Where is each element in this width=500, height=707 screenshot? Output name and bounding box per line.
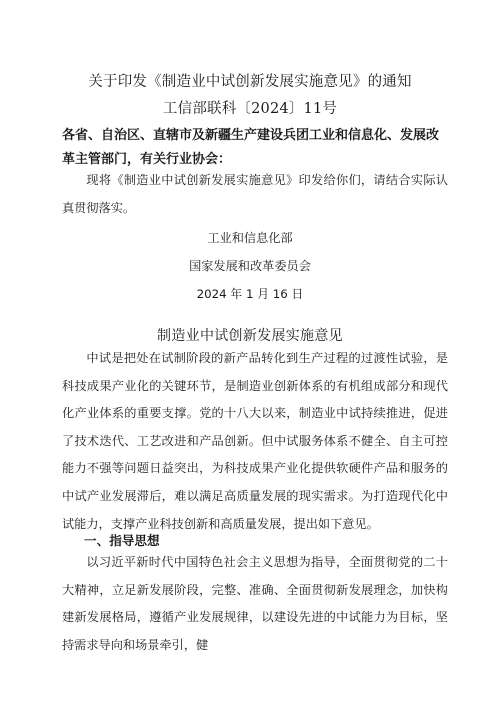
issuer-ndrc: 国家发展和改革委员会 bbox=[189, 259, 311, 273]
section-body-guiding-ideology: 以习近平新时代中国特色社会主义思想为指导，全面贯彻党的二十大精神，立足新发展阶段，完整、准确、全面贯彻新发展理念，加快构建新发展格局，遵循产业发展规律，以建设先进的中试能力为目标，坚持需求导向和场景牵引，健 bbox=[62, 555, 448, 652]
opinions-title: 制造业中试创新发展实施意见 bbox=[157, 328, 343, 344]
notice-title: 关于印发《制造业中试创新发展实施意见》的通知 bbox=[88, 74, 412, 90]
issue-date: 2024 年 1 月 16 日 bbox=[196, 287, 304, 301]
addressee: 各省、自治区、直辖市及新疆生产建设兵团工业和信息化、发展改革主管部门，有关行业协会： bbox=[62, 128, 440, 167]
issuer-miit: 工业和信息化部 bbox=[207, 231, 293, 245]
section-heading-guiding-ideology: 一、指导思想 bbox=[84, 533, 160, 548]
document-number: 工信部联科〔2024〕11号 bbox=[162, 101, 338, 117]
opinions-intro: 中试是把处在试制阶段的新产品转化到生产过程的过渡性试验，是科技成果产业化的关键环节，是制造业创新体系的有机组成部分和现代化产业体系的重要支撑。党的十八大以来，制造业中试持续推进，促进了技术迭代、工艺改进和产品创新。但中试服务体系不健全、自主可控能力不强等问题日益突出，为科技成果产业化提供软硬件产品和服务的中试产业发展滞后，难以满足高质量发展的现实需求。为打造现代化中试能力，支撑产业科技创新和高质量发展，提出如下意见。 bbox=[62, 351, 448, 531]
notice-body: 现将《制造业中试创新发展实施意见》印发给你们，请结合实际认真贯彻落实。 bbox=[62, 173, 448, 215]
